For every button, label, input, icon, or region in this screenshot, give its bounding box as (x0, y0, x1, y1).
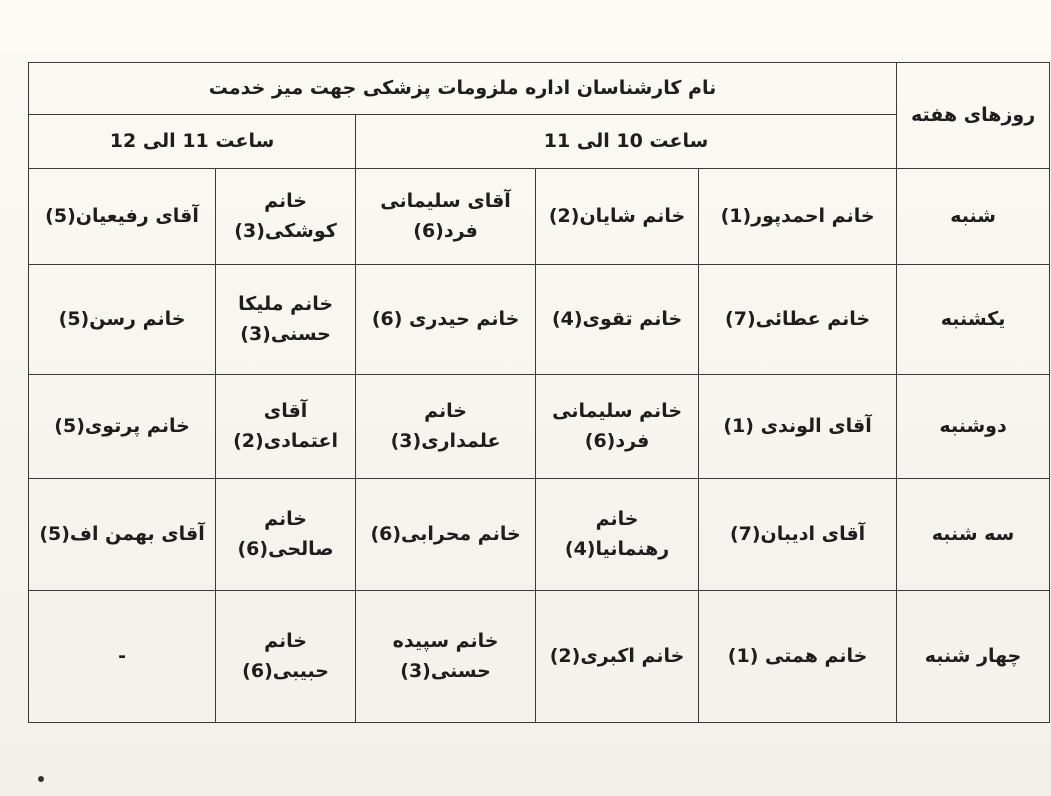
table-row (29, 265, 1050, 375)
staff-cell: آقای الوندی (1) (699, 375, 897, 479)
staff-cell: خانم همتی (1) (699, 591, 897, 723)
staff-cell: خانم حیدری (6) (356, 265, 536, 375)
staff-line: صالحی(6) (237, 537, 334, 560)
staff-cell (216, 169, 356, 265)
time-slot-row (29, 115, 1050, 169)
table-row (29, 169, 1050, 265)
header-row (29, 63, 1050, 115)
staff-line: حبیبی(6) (242, 659, 329, 682)
staff-line: حسنی(3) (240, 322, 331, 345)
staff-cell: آقای بهمن اف(5) (29, 479, 216, 591)
staff-cell (216, 591, 356, 723)
staff-line: رهنمانیا(4) (564, 537, 670, 560)
time-slot-10-11: ساعت 10 الی 11 (356, 115, 897, 169)
staff-line: حسنی(3) (400, 659, 491, 682)
day-wednesday: چهار شنبه (897, 591, 1050, 723)
staff-cell (216, 479, 356, 591)
service-desk-schedule-table (28, 62, 1050, 723)
staff-line: خانم (264, 630, 307, 653)
staff-cell: آقای رفیعیان(5) (29, 169, 216, 265)
staff-line: خانم (264, 508, 307, 531)
staff-cell (216, 265, 356, 375)
day-saturday: شنبه (897, 169, 1050, 265)
table-row (29, 375, 1050, 479)
time-slot-11-12: ساعت 11 الی 12 (29, 115, 356, 169)
day-monday: دوشنبه (897, 375, 1050, 479)
staff-cell: آقای ادیبان(7) (699, 479, 897, 591)
table-row (29, 479, 1050, 591)
staff-cell (536, 375, 699, 479)
table-row (29, 591, 1050, 723)
days-of-week-header: روزهای هفته (897, 63, 1050, 169)
staff-cell: خانم احمدپور(1) (699, 169, 897, 265)
staff-line: آقای سلیمانی (380, 190, 511, 213)
ink-speck (38, 776, 44, 782)
staff-line: فرد(6) (584, 429, 650, 452)
staff-cell: - (29, 591, 216, 723)
staff-cell: خانم اکبری(2) (536, 591, 699, 723)
staff-line: آقای (263, 400, 308, 423)
staff-cell: خانم محرابی(6) (356, 479, 536, 591)
staff-line: فرد(6) (413, 219, 478, 242)
staff-cell: خانم رسن(5) (29, 265, 216, 375)
staff-line: خانم سپیده (392, 630, 499, 653)
staff-line: علمداری(3) (390, 429, 501, 452)
day-tuesday: سه شنبه (897, 479, 1050, 591)
staff-cell: خانم عطائی(7) (699, 265, 897, 375)
staff-cell (216, 375, 356, 479)
staff-line: کوشکی(3) (234, 219, 337, 242)
staff-cell (356, 375, 536, 479)
staff-line: خانم (595, 508, 639, 531)
staff-line: خانم ملیکا (238, 293, 334, 316)
staff-line: اعتمادی(2) (233, 429, 338, 452)
staff-line: خانم (424, 400, 467, 423)
staff-cell: خانم تقوی(4) (536, 265, 699, 375)
paper-background (0, 0, 1051, 60)
staff-cell (356, 591, 536, 723)
staff-cell: خانم شایان(2) (536, 169, 699, 265)
day-sunday: یکشنبه (897, 265, 1050, 375)
table-title: نام کارشناسان اداره ملزومات پزشکی جهت میز خدمت (29, 63, 897, 115)
staff-cell (356, 169, 536, 265)
staff-line: خانم (264, 190, 307, 213)
staff-line: خانم سلیمانی (552, 400, 683, 423)
staff-cell (536, 479, 699, 591)
staff-cell: خانم پرتوی(5) (29, 375, 216, 479)
